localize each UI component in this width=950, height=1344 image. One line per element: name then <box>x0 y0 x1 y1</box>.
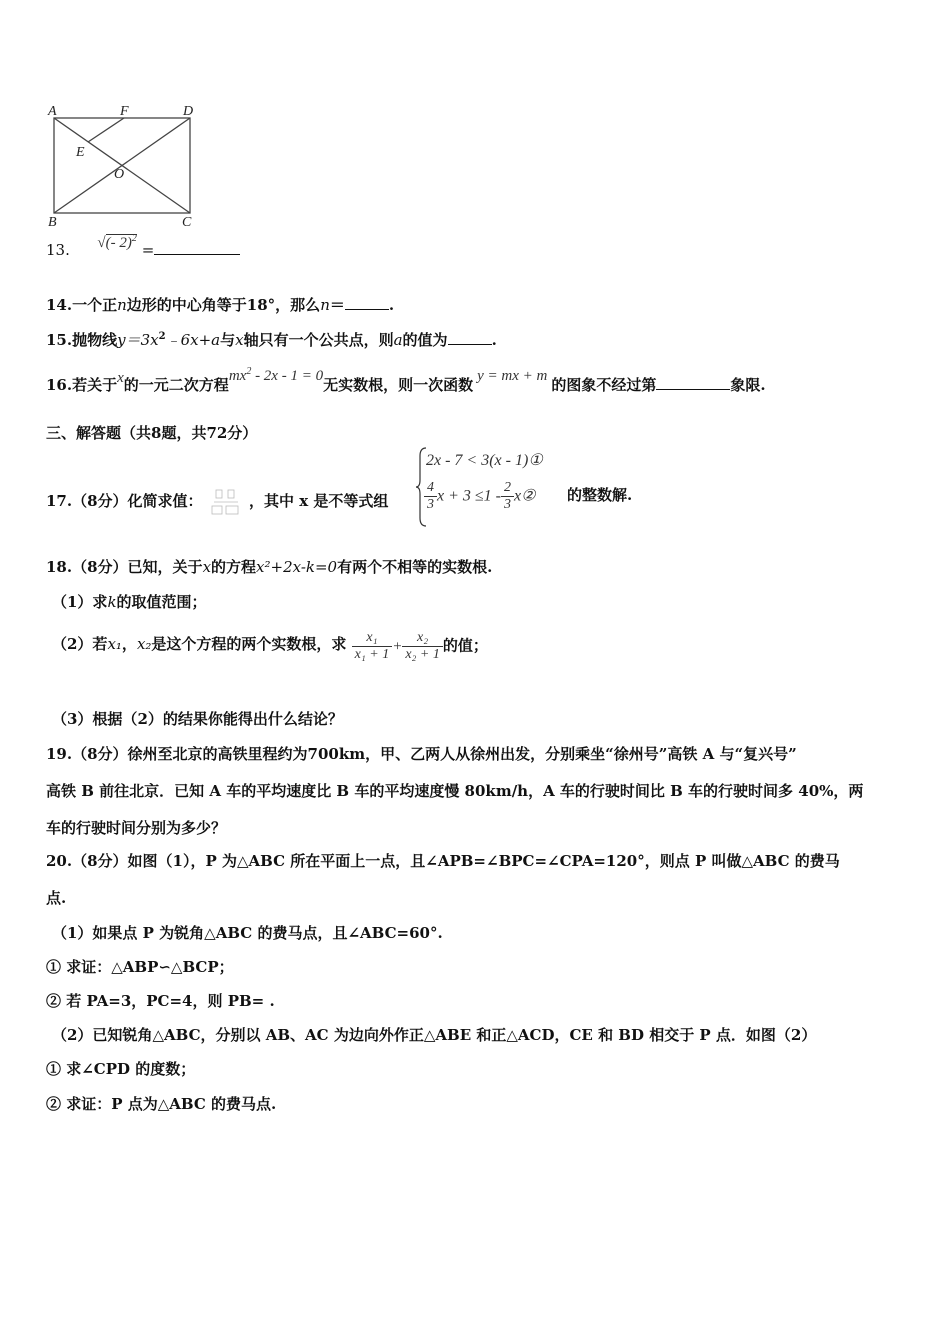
question-20-line-5: ② 若 PA=3，PC=4，则 PB= . <box>46 992 275 1010</box>
label-e: E <box>76 145 85 160</box>
q13-sqrt: √(- 2)$^2$ <box>97 233 137 251</box>
question-18-part-3: （3）根据（2）的结果你能得出什么结论？ <box>52 710 343 728</box>
question-20-line-2: 点. <box>46 889 67 907</box>
question-20-line-7: ① 求∠CPD 的度数； <box>46 1060 196 1078</box>
question-20-line-1: 20.（8分）如图（1），P 为△ABC 所在平面上一点，且∠APB=∠BPC=∠CPA=120°，则点 P 叫做△ABC 的费马 <box>46 852 840 870</box>
q14-answer-blank[interactable] <box>345 295 389 310</box>
label-o: O <box>114 167 125 182</box>
q13-answer-blank[interactable] <box>154 240 240 255</box>
q17-tail: 的整数解. <box>567 486 633 504</box>
q16-answer-blank[interactable] <box>656 375 730 390</box>
question-20-line-8: ② 求证：P 点为△ABC 的费马点. <box>46 1095 277 1113</box>
label-d: D <box>183 104 194 119</box>
question-17: 17.（8分）化简求值： ，其中 x 是不等式组 <box>46 484 388 520</box>
segment-fe <box>88 118 124 142</box>
question-20-line-6: （2）已知锐角△ABC，分别以 AB、AC 为边向外作正△ABE 和正△ACD，CE 和 BD 相交于 P 点．如图（2） <box>52 1026 817 1044</box>
label-c: C <box>182 215 192 228</box>
label-a: A <box>48 104 57 119</box>
q13-equals: = <box>141 241 155 259</box>
question-19-line-3: 车的行驶时间分别为多少？ <box>46 819 227 837</box>
question-13 <box>46 233 240 260</box>
question-20-line-4: ① 求证：△ABP∽△BCP； <box>46 958 234 976</box>
question-20-line-3: （1）如果点 P 为锐角△ABC 的费马点，且∠ABC=60°. <box>52 924 443 942</box>
geometry-figure <box>40 98 210 228</box>
question-19-line-2: 高铁 B 前往北京．已知 A 车的平均速度比 B 车的平均速度慢 80km/h，A 车的行驶时间比 B 车的行驶时间多 40%，两 <box>46 782 864 800</box>
question-19-line-1: 19.（8分）徐州至北京的高铁里程约为700km，甲、乙两人从徐州出发，分别乘坐“徐州号”高铁 A 与“复兴号” <box>46 745 797 763</box>
question-18-part-2: （2）若x₁，x₂是这个方程的两个实数根，求 $\frac{\text{x₁}}{\text{x₁ + 1}}$ + $\frac{\text{x₂}}{\text{x₂ + 1}}$ 的值； <box>52 630 488 662</box>
question-15: 15.抛物线$y=3x^2﹣6x+a$与x轴只有一个公共点，则a的值为 . <box>46 331 497 349</box>
q15-answer-blank[interactable] <box>448 330 492 345</box>
label-b: B <box>48 215 57 228</box>
q17-inequality-system: 2x - 7 < 3(x - 1)① $\frac{4}{3}$ x + 3 ≤1 - $\frac{2}{3}$ x② <box>416 446 566 528</box>
section-3-title: 三、解答题（共8题，共72分） <box>46 424 258 442</box>
question-16: 16.若关于x的一元二次方程$mx^2 - 2x - 1 = 0$无实数根，则一次函数 y = mx + m 的图象不经过第 象限. <box>46 366 766 394</box>
question-18: 18.（8分）已知，关于x的方程x²+2x-k=0有两个不相等的实数根. <box>46 558 493 576</box>
q13-number: 13. <box>46 241 70 259</box>
question-18-part-1: （1）求k的取值范围； <box>52 593 207 611</box>
q17-expression-image <box>208 484 244 520</box>
label-f: F <box>120 104 129 119</box>
question-14: 14.一个正n边形的中心角等于18°，那么n＝ . <box>46 296 395 314</box>
